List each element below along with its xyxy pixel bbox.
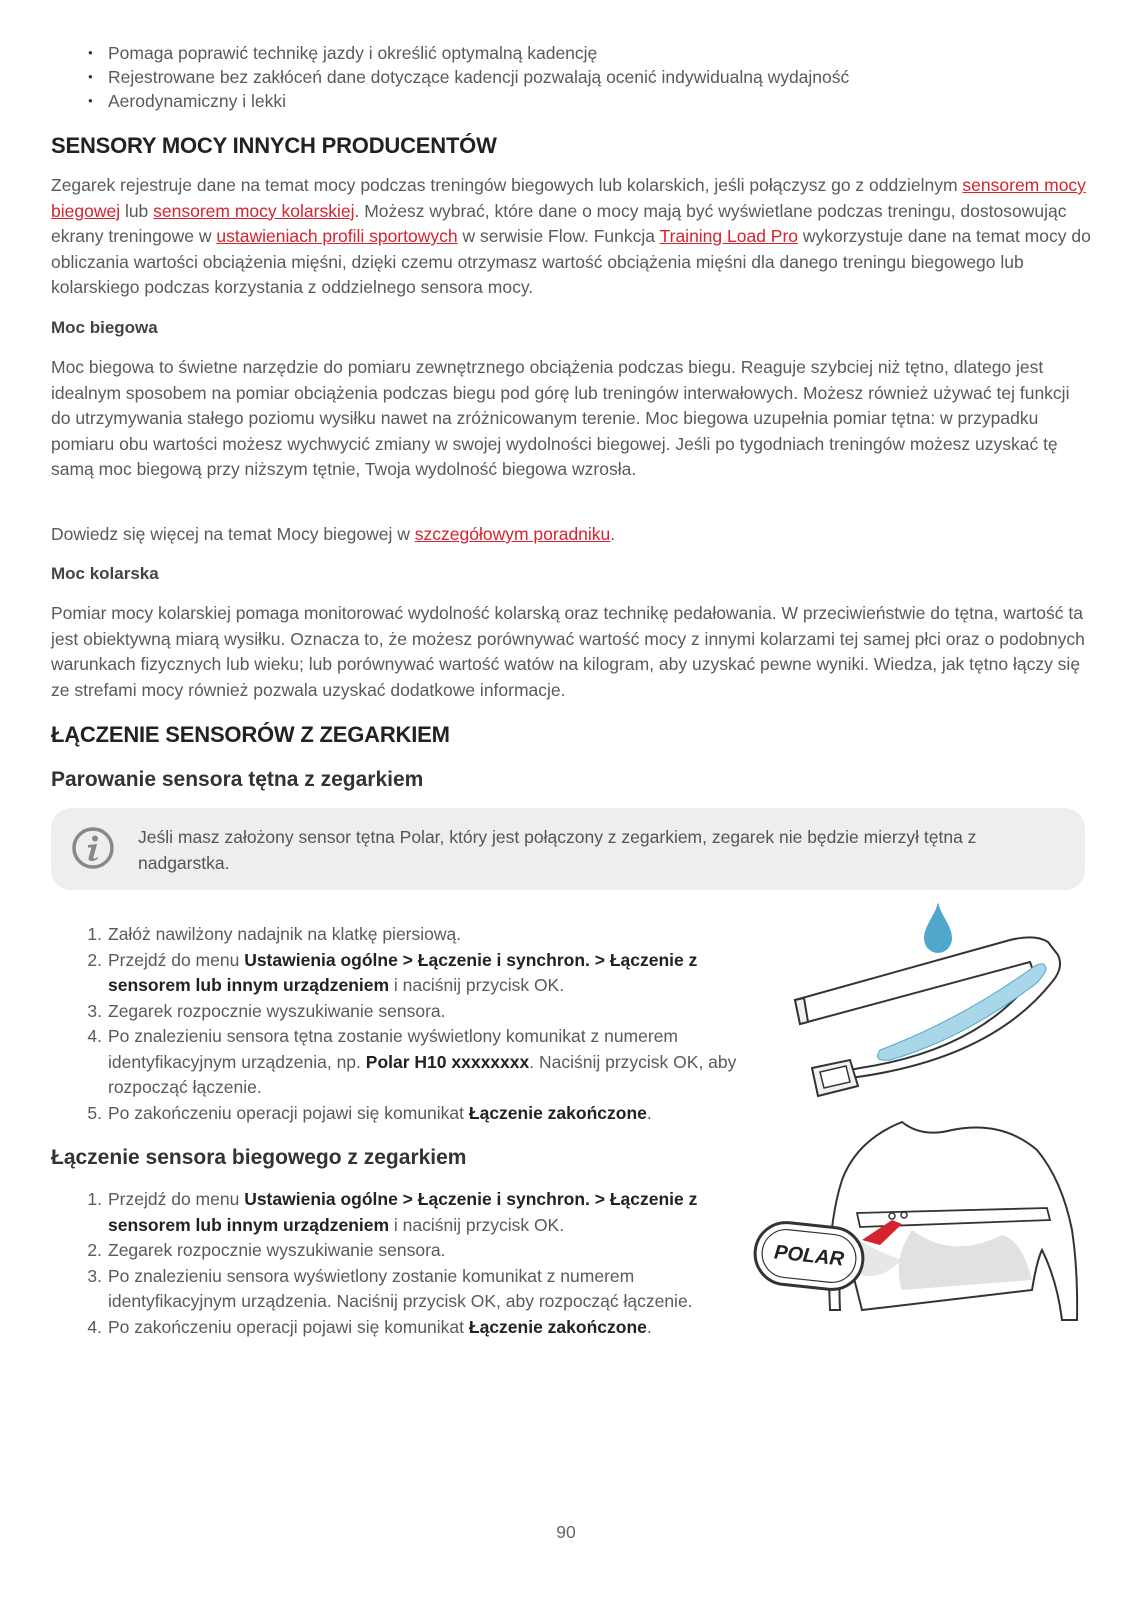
polar-logo: POLAR [773, 1241, 845, 1271]
link-training-load-pro[interactable]: Training Load Pro [659, 226, 799, 246]
list-item: 3. Po znalezieniu sensora wyświetlony zostanie komunikat z numerem identyfikacyjnym urządzenia. Naciśnij przycisk OK, aby rozpocząć łączenie. [87, 1265, 693, 1311]
moistened-strap-illustration [790, 900, 1080, 1110]
list-item: 2. Zegarek rozpocznie wyszukiwanie sensora. [87, 1240, 446, 1260]
chest-sensor-illustration [752, 1110, 1087, 1325]
link-cycling-power-sensor[interactable]: sensorem mocy kolarskiej [153, 200, 355, 221]
list-item: 4. Po znalezieniu sensora tętna zostanie wyświetlony komunikat z numerem identyfikacyjnym urządzenia, np. Polar H10 xxxxxxxx. Naciśnij przycisk OK, aby rozpocząć łączenie. [87, 1026, 737, 1097]
link-detailed-guide[interactable]: szczegółowym poradniku [414, 524, 611, 544]
list-item: 3. Zegarek rozpocznie wyszukiwanie sensora. [87, 1000, 446, 1021]
running-sensor-steps [80, 1187, 760, 1340]
completion-message: Łączenie zakończone [468, 1102, 647, 1123]
paragraph-running-power-guide: Dowiedz się więcej na temat Mocy biegowej w szczegółowym poradniku. [51, 524, 616, 544]
paragraph-power-intro: Zegarek rejestruje dane na temat mocy podczas treningów biegowych lub kolarskich, jeśli połączysz go z oddzielnym sensorem mocy biegowej lub sensorem mocy kolarskiej. Możesz wybrać, które dane o mocy mają być wyświetlane podczas treningu, dostosowując ekrany treningowe w ustawieniach profili sportowych w serwisie Flow. Funkcja Training Load Pro wykorzystuje dane na temat mocy do obliczania wartości obciążenia mięśni, dzięki czemu otrzymasz wartość obciążenia mięśni dla danego treningu biegowego lub kolarskiego podczas korzystania z oddzielnego sensora mocy. [51, 175, 1091, 297]
heading-connect-running-sensor: Łączenie sensora biegowego z zegarkiem [51, 1146, 467, 1169]
list-item: ● Rejestrowane bez zakłóceń dane dotyczące kadencji pozwalają ocenić indywidualną wydajność [80, 65, 1080, 89]
completion-message: Łączenie zakończone [468, 1316, 647, 1337]
info-icon [71, 826, 115, 870]
list-item: 1. Załóż nawilżony nadajnik na klatkę piersiową. [87, 924, 462, 944]
section-title-connecting-sensors: ŁĄCZENIE SENSORÓW Z ZEGARKIEM [51, 722, 450, 747]
hr-pairing-steps [80, 922, 760, 1126]
list-item: 2. Przejdź do menu Ustawienia ogólne > Łączenie i synchron. > Łączenie z sensorem lub innym urządzeniem i naciśnij przycisk OK. [87, 949, 698, 995]
list-item: ● Aerodynamiczny i lekki [80, 89, 1080, 113]
paragraph-running-power: Moc biegowa to świetne narzędzie do pomiaru zewnętrznego obciążenia podczas biegu. Reaguje szybciej niż tętno, dlatego jest idealnym sposobem na pomiar obciążenia podczas biegu pod górę lub treningów interwałowych. Możesz również używać tej funkcji do utrzymywania stałego poziomu wysiłku nawet na zróżnicowanym terenie. Moc biegowa uzupełnia pomiar tętna: w przypadku pomiaru obu wartości możesz wychwycić zmiany w swojej wydolności biegowej. Jeśli po tygodniach treningów możesz uzyskać tę samą moc biegową przy niższym tętnie, Twoja wydolność biegowa wzrosła. [51, 357, 1070, 479]
page-number: 90 [556, 1522, 576, 1542]
feature-list [80, 41, 1080, 113]
list-item: 4. Po zakończeniu operacji pojawi się komunikat Łączenie zakończone. [87, 1316, 652, 1337]
paragraph-cycling-power: Pomiar mocy kolarskiej pomaga monitorować wydolność kolarską oraz technikę pedałowania. W przeciwieństwie do tętna, wartość ta jest obiektywną miarą wysiłku. Oznacza to, że możesz porównywać wartość mocy z innymi kolarzami tej samej płci oraz o podobnych warunkach fizycznych lub wieku; lub porównywać wartość watów na kilogram, aby uzyskać pewne wyniki. Wiedza, jak tętno łączy się ze strefami mocy również pozwala uzyskać dodatkowe informacje. [51, 603, 1085, 700]
info-note-text: Jeśli masz założony sensor tętna Polar, który jest połączony z zegarkiem, zegarek nie będzie mierzył tętna z nadgarstka. [138, 827, 977, 873]
water-drop-icon [924, 902, 952, 953]
heading-pair-hr-sensor: Parowanie sensora tętna z zegarkiem [51, 768, 424, 791]
list-item: 1. Przejdź do menu Ustawienia ogólne > Łączenie i synchron. > Łączenie z sensorem lub innym urządzeniem i naciśnij przycisk OK. [87, 1189, 698, 1235]
info-note [51, 808, 1085, 890]
menu-path: Ustawienia ogólne > Łączenie i synchron. > Łączenie z sensorem lub innym urządzeniem [108, 1189, 698, 1235]
list-item: ● Pomaga poprawić technikę jazdy i określić optymalną kadencję [80, 41, 1080, 65]
device-id-example: Polar H10 xxxxxxxx [365, 1051, 530, 1072]
section-title-power-sensors: SENSORY MOCY INNYCH PRODUCENTÓW [51, 133, 497, 158]
link-sport-profile-settings[interactable]: ustawieniach profili sportowych [216, 226, 458, 246]
link-running-power-sensor[interactable]: sensorem mocy biegowej [51, 175, 1086, 221]
list-item: 5. Po zakończeniu operacji pojawi się komunikat Łączenie zakończone. [87, 1102, 652, 1123]
menu-path: Ustawienia ogólne > Łączenie i synchron. > Łączenie z sensorem lub innym urządzeniem [108, 949, 698, 995]
subheading-cycling-power: Moc kolarska [51, 564, 159, 583]
subheading-running-power: Moc biegowa [51, 318, 158, 337]
